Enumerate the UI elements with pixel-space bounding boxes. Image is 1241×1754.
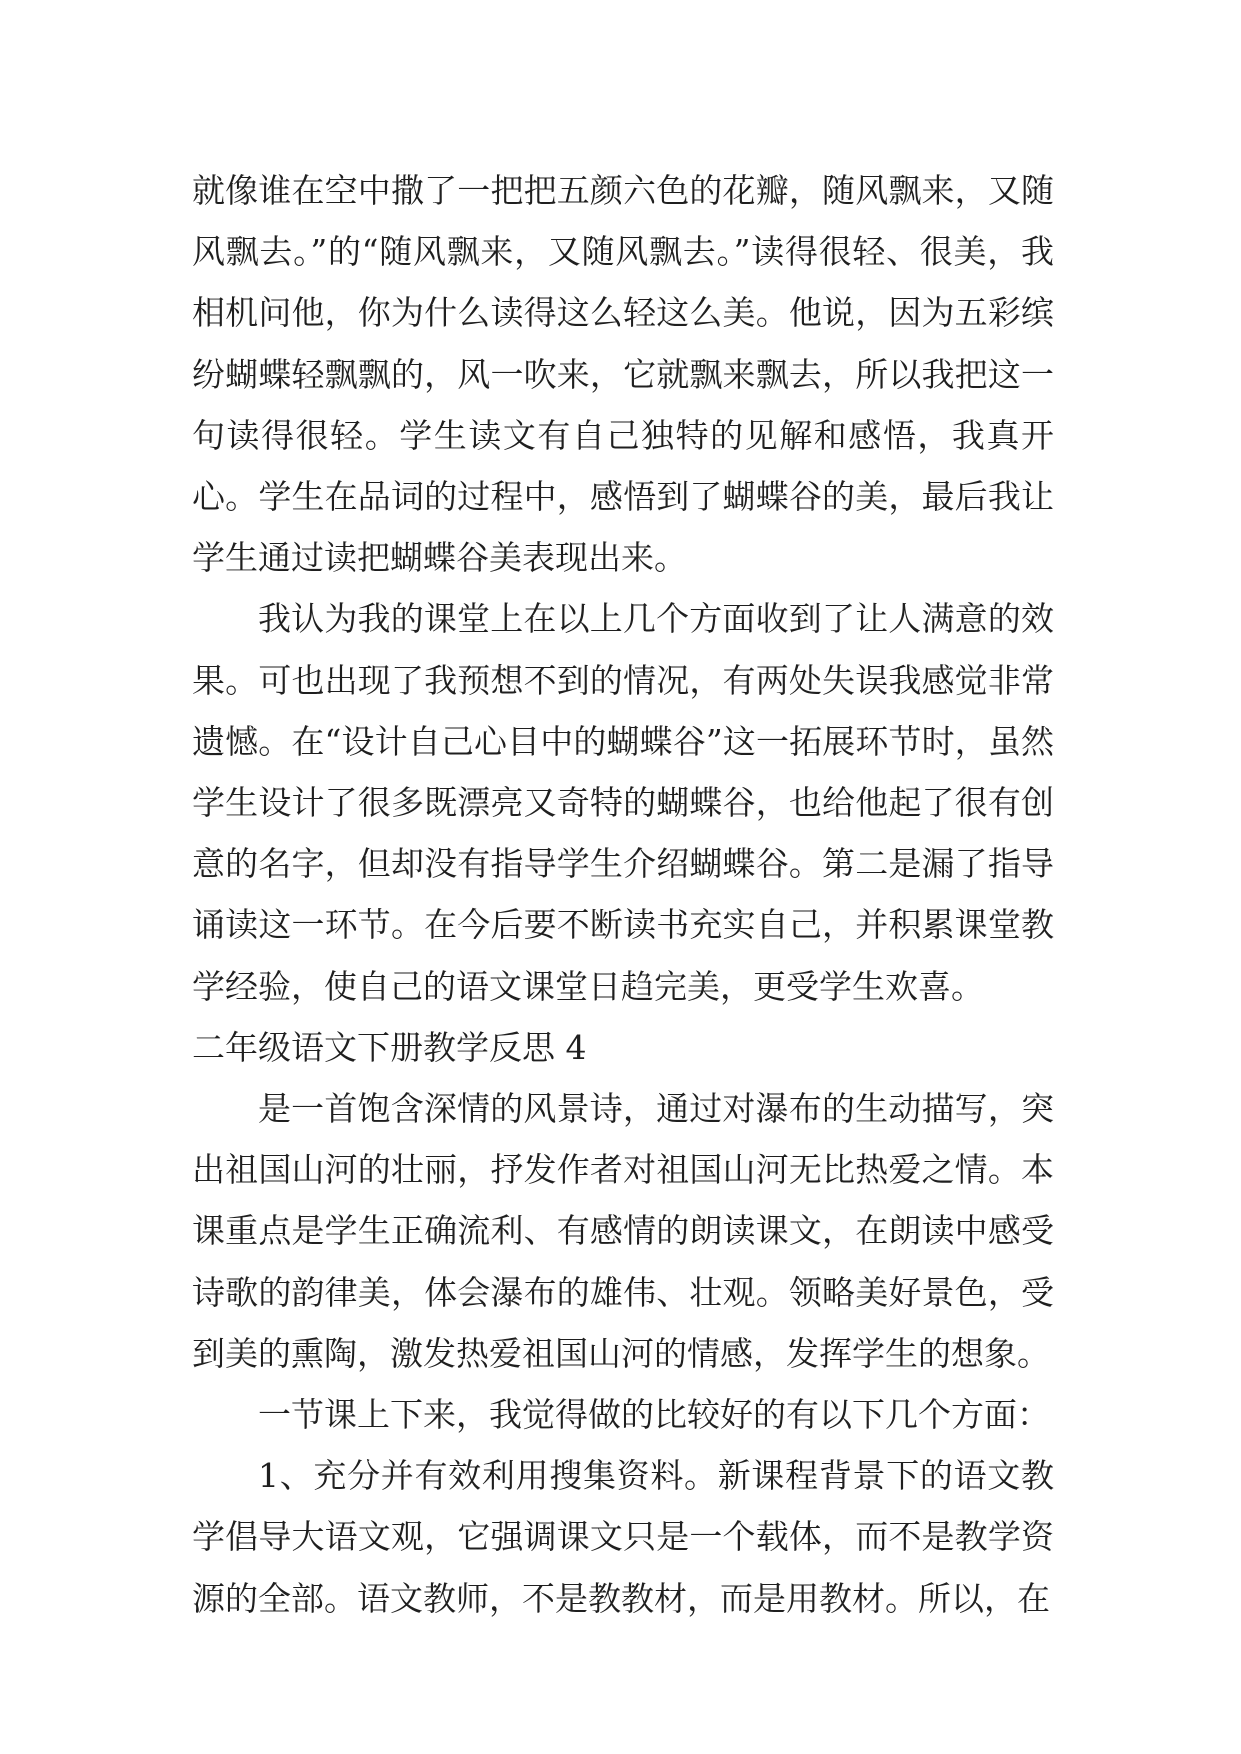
- body-text: [192, 160, 1054, 1629]
- paragraph: 一节课上下来，我觉得做的比较好的有以下几个方面：: [258, 1395, 1050, 1435]
- paragraph: 1、充分并有效利用搜集资料。新课程背景下的语文教学倡导大语文观，它强调课文只是一个载体，而不是教学资源的全部。语文教师，不是教教材，而是用教材。所以，在: [192, 1456, 1054, 1618]
- paragraph: 是一首饱含深情的风景诗，通过对瀑布的生动描写，突出祖国山河的壮丽，抒发作者对祖国山河无比热爱之情。本课重点是学生正确流利、有感情的朗读课文，在朗读中感受诗歌的韵律美，体会瀑布的雄伟、壮观。领略美好景色，受到美的熏陶，激发热爱祖国山河的情感，发挥学生的想象。: [192, 1089, 1054, 1373]
- section-heading: 二年级语文下册教学反思 4: [192, 1027, 587, 1067]
- paragraph: 就像谁在空中撒了一把把五颜六色的花瓣，随风飘来，又随风飘去。”的“随风飘来，又随风飘去。”读得很轻、很美，我相机问他，你为什么读得这么轻这么美。他说，因为五彩缤纷蝴蝶轻飘飘的，风一吹来，它就飘来飘去，所以我把这一句读得很轻。学生读文有自己独特的见解和感悟，我真开心。学生在品词的过程中，感悟到了蝴蝶谷的美，最后我让学生通过读把蝴蝶谷美表现出来。: [192, 171, 1054, 578]
- paragraph: 我认为我的课堂上在以上几个方面收到了让人满意的效果。可也出现了我预想不到的情况，有两处失误我感觉非常遗憾。在“设计自己心目中的蝴蝶谷”这一拓展环节时，虽然学生设计了很多既漂亮又奇特的蝴蝶谷，也给他起了很有创意的名字，但却没有指导学生介绍蝴蝶谷。第二是漏了指导诵读这一环节。在今后要不断读书充实自己，并积累课堂教学经验，使自己的语文课堂日趋完美，更受学生欢喜。: [192, 599, 1054, 1006]
